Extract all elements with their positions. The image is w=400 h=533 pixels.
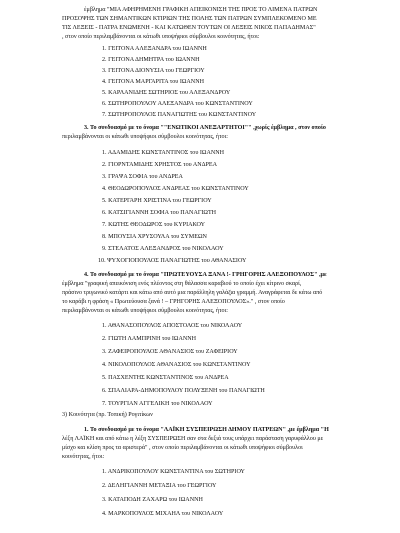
text-line: 3. ΚΑΤΑΠΟΔΗ ΖΑΧΑΡΩ του ΙΩΑΝΝΗ — [102, 497, 203, 503]
text-line: το καράβι η φράση « Πρωτεύουσα ξανά ! – ΓΡΗΓΟΡΗΣ ΑΛΕΞΟΠΟΥΛΟΣ»." , στον οποίο — [62, 299, 285, 305]
text-line: 1. Το συνδυασμό με το όνομα "ΛΑΪΚΗ ΣΥΣΠΕΙΡΩΣΗ ΔΗΜΟΥ ΠΑΤΡΕΩΝ" ,με έμβλημα "Η — [84, 427, 329, 433]
text-line: ΤΙΣ ΛΕΞΕΙΣ - ΠΑΤΡΑ ΕΝΩΜΕΝΗ - ΚΑΙ ΚΑΤΩΘΕΝ ΤΟΥΤΩΝ ΟΙ ΛΕΞΕΙΣ ΝΙΚΟΣ ΠΑΠΑΔΗΜΑΣ" — [62, 25, 316, 31]
text-line: 5. ΚΑΤΕΡΓΑΡΗ ΧΡΙΣΤΙΝΑ του ΓΕΩΡΓΙΟΥ — [102, 198, 212, 204]
text-line: 3) Κοινότητα (πρ. Τοπική) Ρογιτίκων — [62, 412, 153, 418]
text-line: μίσχο και κλίση προς τα αριστερά" , στον οποίο περιλαμβάνονται οι κάτωθι υποψήφιοι σύμβουλοι — [62, 445, 303, 451]
text-line: 4. ΓΕΙΤΟΝΑ ΜΑΡΓΑΡΙΤΑ του ΙΩΑΝΝΗ — [102, 79, 204, 85]
text-line: λέξη ΛΑΪΚΗ και από κάτω η λέξη ΣΥΣΠΕΙΡΩΣΗ σαν στα δεξιά τους υπάρχει παράσταση γαρυφάλλου με — [62, 436, 324, 442]
text-line: 4. ΘΕΟΔΩΡΟΠΟΥΛΟΣ ΑΝΔΡΕΑΣ του ΚΩΝΣΤΑΝΤΙΝΟΥ — [102, 186, 249, 192]
text-line: 9. ΣΤΕΛΑΤΟΣ ΑΛΕΞΑΝΔΡΟΣ του ΝΙΚΟΛΑΟΥ — [102, 246, 224, 252]
text-line: 5. ΠΑΣΧΕΝΤΗΣ ΚΩΝΣΤΑΝΤΙΝΟΣ του ΑΝΔΡΕΑ — [102, 375, 229, 381]
text-line: 1. ΑΘΑΝΑΣΟΠΟΥΛΟΣ ΑΠΟΣΤΟΛΟΣ του ΝΙΚΟΛΑΟΥ — [102, 323, 243, 329]
text-line: κοινότητας, ήτοι: — [62, 454, 105, 460]
text-line: 6. ΣΠΑΛΙΑΡΑ-ΔΗΜΟΠΟΥΛΟΥ ΠΟΛΥΞΕΝΗ του ΠΑΝΑΓΙΩΤΗ — [102, 388, 265, 394]
text-line: πράσινο τριγωνικό κατάρτι και κάτω από αυτό μια παράλληλη γαλάζια γραμμή. Αναγράφεται δε κάτω από — [62, 290, 323, 296]
text-line: 1. ΑΝΔΡΙΚΟΠΟΥΛΟΥ ΚΩΝΣΤΑΝΤΙΝΑ του ΣΩΤΗΡΙΟΥ — [102, 469, 245, 475]
text-line: 1. ΑΔΑΜΙΔΗΣ ΚΩΝΣΤΑΝΤΙΝΟΣ του ΙΩΑΝΝΗ — [102, 150, 225, 156]
text-line: 8. ΜΠΟΥΣΙΑ ΧΡΥΣΟΥΛΑ του ΣΥΜΕΩΝ — [102, 234, 207, 240]
text-line: 6. ΣΩΤΗΡΟΠΟΥΛΟΥ ΑΛΕΞΑΝΔΡΑ του ΚΩΝΣΤΑΝΤΙΝΟΥ — [102, 101, 253, 107]
text-line: 3. Το συνδυασμό με το όνομα ""ΕΝΩΤΙΚΟΙ ΑΝΕΞΑΡΤΗΤΟΙ"" ,χωρίς έμβλημα , στον οποίο — [84, 125, 326, 131]
text-line: 7. ΚΩΤΗΣ ΘΕΟΔΩΡΟΣ του ΚΥΡΙΑΚΟΥ — [102, 222, 206, 228]
text-line: 4. Το συνδυασμό με το όνομα "ΠΡΩΤΕΥΟΥΣΑ ΞΑΝΑ !- ΓΡΗΓΟΡΗΣ ΑΛΕΞΟΠΟΥΛΟΣ" ,με — [84, 272, 327, 278]
text-line: περιλαμβάνονται οι κάτωθι υποψήφιοι σύμβουλοι κοινότητας, ήτοι: — [62, 308, 228, 314]
text-line: 5. ΚΑΡΛΑΝΙΔΗΣ ΣΩΤΗΡΙΟΣ του ΑΛΕΞΑΝΔΡΟΥ — [102, 90, 231, 96]
text-line: έμβλημα "γραφική απεικόνιση ενός πλέοντος στη θάλασσα καραβιού το οποίο έχει κίτρινο σκαρί, — [62, 281, 302, 287]
text-line: 10. ΨΥΧΟΓΙΟΠΟΥΛΟΣ ΠΑΝΑΓΙΩΤΗΣ του ΑΘΑΝΑΣΙΟΥ — [98, 258, 247, 264]
text-line: 1. ΓΕΙΤΟΝΑ ΑΛΕΞΑΝΔΡΑ του ΙΩΑΝΝΗ — [102, 46, 207, 52]
text-line: 6. ΚΑΤΣΙΓΙΑΝΝΗ ΣΟΦΙΑ του ΠΑΝΑΓΙΩΤΗ — [102, 210, 217, 216]
text-line: 7. ΣΩΤΗΡΟΠΟΥΛΟΣ ΠΑΝΑΓΙΩΤΗΣ του ΚΩΝΣΤΑΝΤΙΝΟΥ — [102, 112, 257, 118]
text-line: , στον οποίο περιλαμβάνονται οι κάτωθι υποψήφιοι σύμβουλοι κοινότητας, ήτοι: — [62, 34, 260, 40]
text-line: 3. ΓΕΙΤΟΝΑ ΔΙΟΝΥΣΙΑ του ΓΕΩΡΓΙΟΥ — [102, 68, 205, 74]
text-line: 7. ΤΟΥΡΓΙΑΝ ΑΓΓΕΛΙΚΗ του ΝΙΚΟΛΑΟΥ — [102, 401, 213, 407]
text-line: 2. ΓΕΙΤΟΝΑ ΔΗΜΗΤΡΑ του ΙΩΑΝΝΗ — [102, 57, 200, 63]
text-line: 2. ΔΕΛΗΓΙΑΝΝΗ ΜΕΤΑΞΙΑ του ΓΕΩΡΓΙΟΥ — [102, 483, 217, 489]
text-line: 3. ΖΑΦΕΙΡΟΠΟΥΛΟΣ ΑΘΑΝΑΣΙΟΣ του ΖΑΦΕΙΡΙΟΥ — [102, 349, 238, 355]
text-line: ΠΡΟΣΟΨΗΣ ΤΩΝ ΣΗΜΑΝΤΙΚΩΝ ΚΤΙΡΙΩΝ ΤΗΣ ΠΟΛΗΣ ΤΩΝ ΠΑΤΡΩΝ ΣΥΜΠΛΕΚΟΜΕΝΟ ΜΕ — [62, 16, 317, 22]
text-line: 4. ΝΙΚΟΛΟΠΟΥΛΟΣ ΑΘΑΝΑΣΙΟΣ του ΚΩΝΣΤΑΝΤΙΝΟΥ — [102, 362, 251, 368]
text-line: περιλαμβάνονται οι κάτωθι υποψήφιοι σύμβουλοι κοινότητας, ήτοι: — [62, 134, 228, 140]
text-line: 2. ΓΙΟΡΝΤΑΜΙΔΗΣ ΧΡΗΣΤΟΣ του ΑΝΔΡΕΑ — [102, 162, 218, 168]
text-line: 4. ΜΑΡΚΟΠΟΥΛΟΣ ΜΙΧΑΗΛ του ΝΙΚΟΛΑΟΥ — [102, 511, 224, 517]
text-line: 2. ΓΙΩΤΗ ΛΑΜΠΡΙΝΗ του ΙΩΑΝΝΗ — [102, 336, 197, 342]
text-line: 3. ΓΡΑΨΑ ΣΟΦΙΑ του ΑΝΔΡΕΑ — [102, 174, 183, 180]
text-line: έμβλημα "ΜΙΑ ΑΦΗΡΗΜΕΝΗ ΓΡΑΦΙΚΗ ΑΠΕΙΚΟΝΙΣΗ ΤΗΣ ΠΡΟΣ ΤΟ ΛΙΜΕΝΑ ΠΑΤΡΩΝ — [84, 7, 318, 13]
